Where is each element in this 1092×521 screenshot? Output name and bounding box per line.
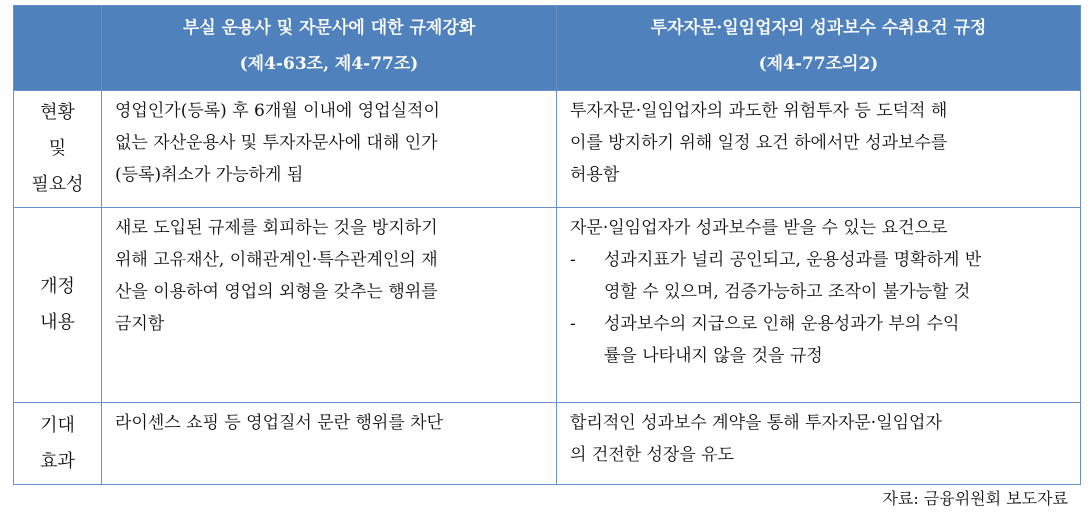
cell-intro-line: 자문·일임업자가 성과보수를 받을 수 있는 요건으로 [570, 218, 948, 238]
header-col2-ref: (제4-77조의2) [758, 54, 879, 74]
cell-text-line: 금지함 [115, 314, 165, 334]
bullet-item [570, 308, 1068, 372]
row-label-line: 개정 [40, 276, 75, 297]
cell-text-line: 위해 고유재산, 이해관계인·특수관계인의 재 [115, 250, 438, 270]
row-label-revision [14, 208, 102, 403]
table-row-effect [14, 403, 1081, 485]
dash-marker: - [570, 250, 576, 270]
cell-text-line: 산을 이용하여 영업의 외형을 갖추는 행위를 [115, 282, 438, 302]
cell-text-line: 영업인가(등록) 후 6개월 이내에 영업실적이 [115, 101, 440, 121]
bullet-text-line: 성과보수의 지급으로 인해 운용성과가 부의 수익 [604, 314, 960, 334]
cell-text-line: 투자자문·일임업자의 과도한 위험투자 등 도덕적 해 [570, 101, 948, 121]
header-blank-cell [14, 6, 102, 91]
row-label-effect [14, 403, 102, 485]
revision-col1-cell [102, 208, 557, 403]
effect-col2-cell [557, 403, 1081, 485]
cell-text-line: 허용함 [570, 165, 620, 185]
header-col1-ref: (제4-63조, 제4-77조) [239, 54, 419, 74]
status-col2-cell [557, 91, 1081, 208]
cell-text-line: (등록)취소가 가능하게 됨 [115, 165, 304, 185]
revision-col2-cell [557, 208, 1081, 403]
row-label-line: 현황 [40, 102, 75, 123]
effect-col1-cell [102, 403, 557, 485]
bullet-text-line: 영할 수 있으며, 검증가능하고 조작이 불가능할 것 [604, 282, 971, 302]
header-col2 [557, 6, 1081, 91]
cell-text-line: 새로 도입된 규제를 회피하는 것을 방지하기 [115, 218, 438, 238]
cell-text-line: 이를 방지하기 위해 일정 요건 하에서만 성과보수를 [570, 133, 948, 153]
source-note: 자료: 금융위원회 보도자료 [882, 489, 1068, 508]
row-label-status [14, 91, 102, 208]
cell-text-line: 합리적인 성과보수 계약을 통해 투자자문·일임업자 [570, 413, 942, 433]
cell-text-line: 없는 자산운용사 및 투자자문사에 대해 인가 [115, 133, 438, 153]
bullet-text-line: 성과지표가 널리 공인되고, 운용성과를 명확하게 반 [604, 250, 982, 270]
cell-text-line: 라이센스 쇼핑 등 영업질서 문란 행위를 차단 [115, 413, 444, 433]
header-col2-title: 투자자문·일임업자의 성과보수 수취요건 규정 [650, 18, 987, 38]
header-row [14, 6, 1081, 91]
row-label-line: 효과 [40, 450, 75, 472]
header-col1 [102, 6, 557, 91]
header-col1-title: 부실 운용사 및 자문사에 대한 규제강화 [182, 18, 476, 38]
table-row-revision [14, 208, 1081, 403]
row-label-line: 및 [48, 138, 67, 159]
status-col1-cell [102, 91, 557, 208]
comparison-table [13, 5, 1081, 485]
row-label-line: 필요성 [31, 174, 84, 195]
row-label-line: 내용 [40, 312, 75, 333]
row-label-line: 기대 [40, 414, 75, 436]
bullet-item [570, 244, 1068, 308]
bullet-text-line: 률을 나타내지 않을 것을 규정 [604, 346, 823, 366]
dash-marker: - [570, 314, 576, 334]
cell-text-line: 의 건전한 성장을 유도 [570, 445, 735, 465]
table-row-status [14, 91, 1081, 208]
